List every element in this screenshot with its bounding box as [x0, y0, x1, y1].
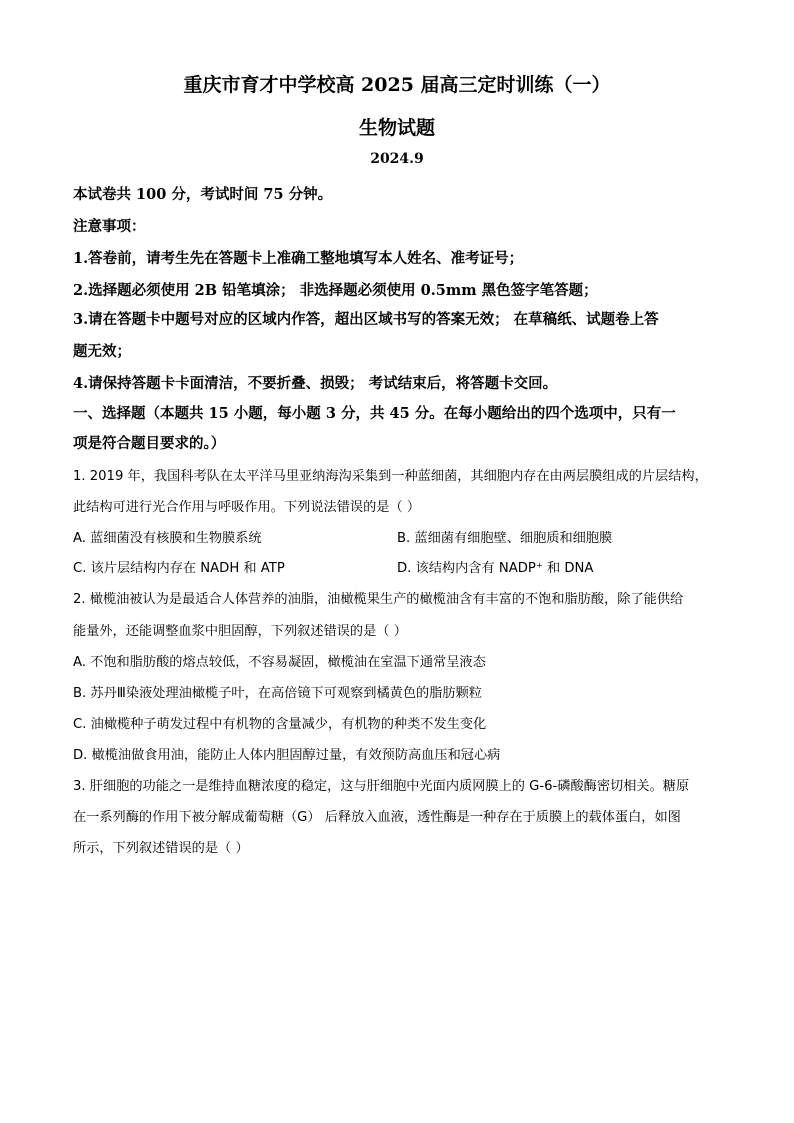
question-1-option-b: B. 蓝细菌有细胞壁、细胞质和细胞膜 — [397, 531, 613, 546]
exam-subject: 生物试题 — [358, 117, 435, 139]
question-3-stem: 3. 肝细胞的功能之一是维持血糖浓度的稳定，这与肝细胞中光面内质网膜上的 G-6-磷酸酶密切相关。糖原 — [73, 779, 690, 794]
question-1-stem-cont: 此结构可进行光合作用与呼吸作用。下列说法错误的是（ ） — [73, 500, 421, 515]
question-2-option-c: C. 油橄榄种子萌发过程中有机物的含量减少，有机物的种类不发生变化 — [73, 717, 487, 732]
section-heading-cont: 项是符合题目要求的。） — [73, 435, 226, 452]
question-2-stem: 2. 橄榄油被认为是最适合人体营养的油脂，油橄榄果生产的橄榄油含有丰富的不饱和脂肪酸，除了能供给 — [73, 592, 684, 607]
question-1-option-a: A. 蓝细菌没有核膜和生物膜系统 — [73, 531, 262, 546]
note-4: 4.请保持答题卡卡面清洁，不要折叠、损毁； 考试结束后，将答题卡交回。 — [73, 375, 558, 392]
section-heading: 一、选择题（本题共 15 小题，每小题 3 分，共 45 分。在每小题给出的四个选项中，只有一 — [73, 405, 676, 422]
exam-title: 重庆市育才中学校高 2025 届高三定时训练（一） — [183, 74, 611, 96]
question-2-option-d: D. 橄榄油做食用油，能防止人体内胆固醇过量，有效预防高血压和冠心病 — [73, 748, 501, 763]
question-3-stem-cont-2: 所示，下列叙述错误的是（ ） — [73, 841, 249, 856]
note-3: 3.请在答题卡中题号对应的区域内作答，超出区域书写的答案无效； 在草稿纸、试题卷上答 — [73, 311, 659, 328]
question-1-option-c: C. 该片层结构内存在 NADH 和 ATP — [73, 561, 285, 576]
question-1-option-d: D. 该结构内含有 NADP⁺ 和 DNA — [397, 561, 594, 576]
question-1-stem: 1. 2019 年，我国科考队在太平洋马里亚纳海沟采集到一种蓝细菌，其细胞内存在由两层膜组成的片层结构， — [73, 469, 708, 484]
exam-info: 本试卷共 100 分，考试时间 75 分钟。 — [73, 186, 333, 203]
question-2-stem-cont: 能量外，还能调整血浆中胆固醇，下列叙述错误的是（ ） — [73, 624, 407, 639]
note-3-cont: 题无效； — [73, 343, 131, 360]
exam-date: 2024.9 — [370, 151, 424, 167]
note-2: 2.选择题必须使用 2B 铅笔填涂； 非选择题必须使用 0.5mm 黑色签字笔答题； — [73, 282, 598, 299]
note-1: 1.答卷前，请考生先在答题卡上准确工整地填写本人姓名、准考证号； — [73, 250, 524, 267]
question-2-option-a: A. 不饱和脂肪酸的熔点较低，不容易凝固，橄榄油在室温下通常呈液态 — [73, 655, 486, 670]
question-2-option-b: B. 苏丹Ⅲ染液处理油橄榄子叶，在高倍镜下可观察到橘黄色的脂肪颗粒 — [73, 686, 482, 701]
notes-heading: 注意事项： — [73, 218, 146, 235]
question-3-stem-cont: 在一系列酶的作用下被分解成葡萄糖（G） 后释放入血液，透性酶是一种存在于质膜上的载体蛋白，如图 — [73, 810, 681, 825]
